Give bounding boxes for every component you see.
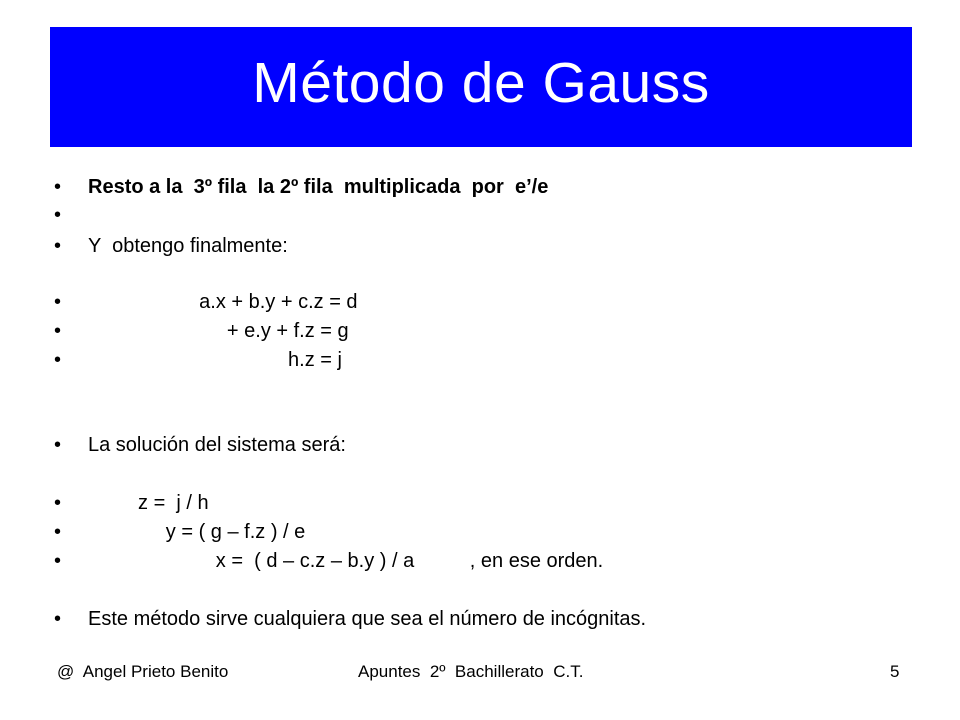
bullet-icon: • (54, 235, 62, 257)
equation-1: a.x + b.y + c.z = d (88, 291, 358, 313)
bullet-icon: • (54, 320, 62, 342)
equation-3: h.z = j (88, 349, 342, 371)
bullet-icon: • (54, 608, 62, 630)
bullet-line-9 (54, 517, 306, 547)
bullet-icon: • (54, 492, 62, 514)
bullet-icon: • (54, 349, 62, 371)
bullet-line-5 (54, 316, 349, 346)
bullet-line-8 (54, 488, 209, 518)
bullet-line-3 (54, 231, 288, 261)
bullet-icon: • (54, 176, 62, 198)
bullet-line-2 (54, 200, 65, 230)
bullet-icon: • (54, 521, 62, 543)
bullet-line-1 (54, 172, 549, 202)
bullet-icon: • (54, 204, 62, 226)
bullet-text-1: Resto a la 3º fila la 2º fila multiplicada por e’/e (88, 176, 549, 198)
solution-x: x = ( d – c.z – b.y ) / a , en ese orden. (88, 550, 604, 572)
bullet-line-10 (54, 546, 604, 576)
footer-course: Apuntes 2º Bachillerato C.T. (358, 662, 584, 681)
bullet-text-conclusion: Este método sirve cualquiera que sea el número de incógnitas. (88, 608, 647, 630)
bullet-icon: • (54, 291, 62, 313)
equation-2: + e.y + f.z = g (88, 320, 349, 342)
slide-title: Método de Gauss (252, 51, 710, 115)
solution-z: z = j / h (88, 492, 209, 514)
footer-page-number: 5 (890, 662, 900, 681)
footer-author: @ Angel Prieto Benito (57, 662, 229, 681)
bullet-line-11 (54, 604, 647, 634)
bullet-line-4 (54, 287, 358, 317)
bullet-line-6 (54, 345, 342, 375)
bullet-icon: • (54, 550, 62, 572)
bullet-line-7 (54, 430, 346, 460)
bullet-text-3: Y obtengo finalmente: (88, 235, 288, 257)
bullet-text-solution: La solución del sistema será: (88, 434, 346, 456)
solution-y: y = ( g – f.z ) / e (88, 521, 306, 543)
title-banner (50, 27, 912, 147)
bullet-icon: • (54, 434, 62, 456)
